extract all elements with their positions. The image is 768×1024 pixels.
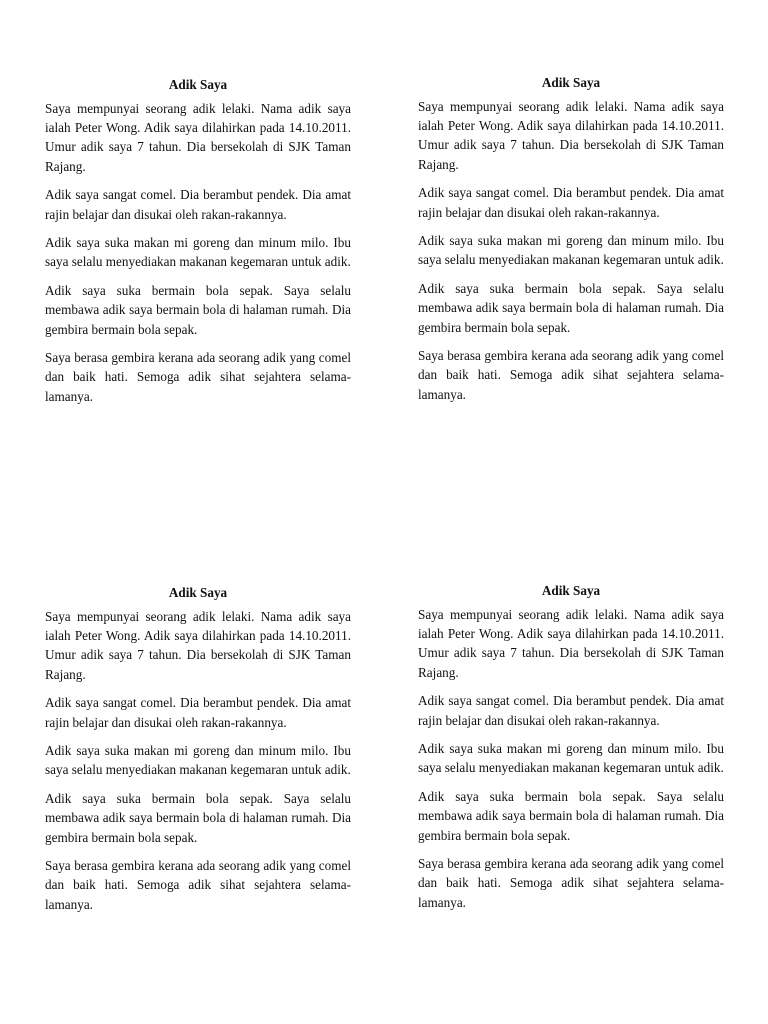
- essay-top-right: [418, 73, 724, 413]
- essay-paragraph-4: Adik saya suka bermain bola sepak. Saya selalu membawa adik saya bermain bola di halaman rumah. Dia gembira bermain bola sepak.: [418, 281, 724, 335]
- essay-paragraph-4: Adik saya suka bermain bola sepak. Saya selalu membawa adik saya bermain bola di halaman rumah. Dia gembira bermain bola sepak.: [418, 789, 724, 843]
- essay-paragraph-2: Adik saya sangat comel. Dia berambut pendek. Dia amat rajin belajar dan disukai oleh rakan-rakannya.: [418, 693, 724, 728]
- essay-paragraph-2: Adik saya sangat comel. Dia berambut pendek. Dia amat rajin belajar dan disukai oleh rakan-rakannya.: [45, 695, 351, 730]
- essay-paragraph-1: Saya mempunyai seorang adik lelaki. Nama adik saya ialah Peter Wong. Adik saya dilahirkan pada 14.10.2011. Umur adik saya 7 tahun. Dia bersekolah di SJK Taman Rajang.: [418, 99, 724, 172]
- essay-paragraph-1: Saya mempunyai seorang adik lelaki. Nama adik saya ialah Peter Wong. Adik saya dilahirkan pada 14.10.2011. Umur adik saya 7 tahun. Dia bersekolah di SJK Taman Rajang.: [418, 607, 724, 680]
- essay-paragraph-2: Adik saya sangat comel. Dia berambut pendek. Dia amat rajin belajar dan disukai oleh rakan-rakannya.: [45, 187, 351, 222]
- essay-title: Adik Saya: [168, 77, 228, 92]
- essay-paragraph-3: Adik saya suka makan mi goreng dan minum milo. Ibu saya selalu menyediakan makanan kegemaran untuk adik.: [45, 743, 351, 778]
- essay-paragraph-4: Adik saya suka bermain bola sepak. Saya selalu membawa adik saya bermain bola di halaman rumah. Dia gembira bermain bola sepak.: [45, 791, 351, 845]
- essay-title: Adik Saya: [168, 585, 228, 600]
- essay-top-left: [45, 75, 351, 415]
- essay-paragraph-4: Adik saya suka bermain bola sepak. Saya selalu membawa adik saya bermain bola di halaman rumah. Dia gembira bermain bola sepak.: [45, 283, 351, 337]
- essay-paragraph-3: Adik saya suka makan mi goreng dan minum milo. Ibu saya selalu menyediakan makanan kegemaran untuk adik.: [418, 741, 724, 776]
- essay-paragraph-2: Adik saya sangat comel. Dia berambut pendek. Dia amat rajin belajar dan disukai oleh rakan-rakannya.: [418, 185, 724, 220]
- essay-paragraph-1: Saya mempunyai seorang adik lelaki. Nama adik saya ialah Peter Wong. Adik saya dilahirkan pada 14.10.2011. Umur adik saya 7 tahun. Dia bersekolah di SJK Taman Rajang.: [45, 101, 351, 174]
- essay-paragraph-5: Saya berasa gembira kerana ada seorang adik yang comel dan baik hati. Semoga adik sihat sejahtera selama-lamanya.: [45, 858, 351, 912]
- essay-bottom-right: [418, 581, 724, 921]
- essay-paragraph-3: Adik saya suka makan mi goreng dan minum milo. Ibu saya selalu menyediakan makanan kegemaran untuk adik.: [45, 235, 351, 270]
- essay-paragraph-1: Saya mempunyai seorang adik lelaki. Nama adik saya ialah Peter Wong. Adik saya dilahirkan pada 14.10.2011. Umur adik saya 7 tahun. Dia bersekolah di SJK Taman Rajang.: [45, 609, 351, 682]
- essay-paragraph-5: Saya berasa gembira kerana ada seorang adik yang comel dan baik hati. Semoga adik sihat sejahtera selama-lamanya.: [418, 348, 724, 402]
- essay-title: Adik Saya: [541, 583, 601, 598]
- essay-paragraph-3: Adik saya suka makan mi goreng dan minum milo. Ibu saya selalu menyediakan makanan kegemaran untuk adik.: [418, 233, 724, 268]
- essay-bottom-left: [45, 583, 351, 923]
- essay-title: Adik Saya: [541, 75, 601, 90]
- essay-paragraph-5: Saya berasa gembira kerana ada seorang adik yang comel dan baik hati. Semoga adik sihat sejahtera selama-lamanya.: [45, 350, 351, 404]
- essay-paragraph-5: Saya berasa gembira kerana ada seorang adik yang comel dan baik hati. Semoga adik sihat sejahtera selama-lamanya.: [418, 856, 724, 910]
